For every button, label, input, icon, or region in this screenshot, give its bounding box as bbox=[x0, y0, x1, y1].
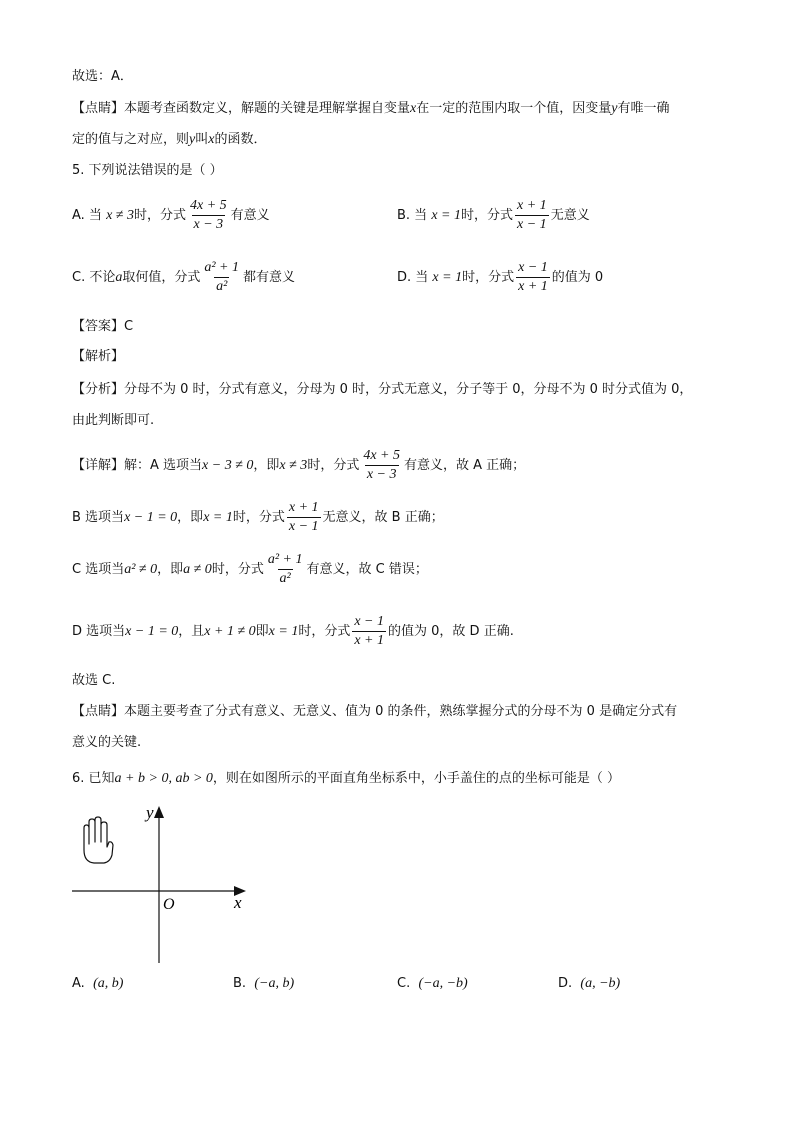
detail-d: D 选项当x − 1 = 0，且x + 1 ≠ 0即x = 1时，分式 $\frac{x - 1}{x + 1}$ 的值为 0，故 D 正确. bbox=[72, 614, 514, 648]
q5-option-c: C. 不论a取何值，分式 $\frac{\text{a² + 1}}{\text{a²}}$ 都有意义 bbox=[72, 260, 296, 294]
detail-b: B 选项当x − 1 = 0，即x = 1时，分式 $\frac{x + 1}{x - 1}$ 无意义，故 B 正确； bbox=[72, 500, 444, 534]
comment-line-1: 【点睛】本题主要考查了分式有意义、无意义、值为 0 的条件，熟练掌握分式的分母不为 0 是确定分式有 bbox=[72, 704, 678, 719]
origin-label: O bbox=[163, 896, 175, 913]
analysis-heading: 【解析】 bbox=[72, 349, 125, 364]
q6-option-b: B. (−a, b) bbox=[233, 976, 295, 991]
fraction: $\frac{x + 1}{x - 1}$ bbox=[288, 500, 319, 534]
q6-option-a: A. (a, b) bbox=[72, 976, 124, 991]
detail-c: C 选项当a² ≠ 0，即a ≠ 0时，分式 $\frac{\text{a² + 1}}{\text{a²}}$ 有意义，故 C 错误； bbox=[72, 552, 428, 586]
q5-option-b: B. 当 x = 1时，分式 $\frac{x + 1}{x - 1}$ 无意义 bbox=[397, 198, 590, 232]
fraction: $\frac{\text{a² + 1}}{\text{a²}}$ bbox=[267, 552, 303, 586]
y-axis-arrow bbox=[154, 806, 164, 818]
comment-tag: 【点睛】 bbox=[72, 101, 125, 116]
question-6-stem: 6. 已知a + b > 0, ab > 0，则在如图所示的平面直角坐标系中，小手盖住的点的坐标可能是（ ） bbox=[72, 771, 621, 786]
y-axis-label: y bbox=[146, 803, 154, 822]
fraction: $\frac{x + 1}{x - 1}$ bbox=[517, 198, 547, 232]
fraction: $\frac{x - 1}{x + 1}$ bbox=[354, 614, 385, 648]
x-axis-label: x bbox=[234, 893, 242, 912]
fraction: $\frac{x - 1}{x + 1}$ bbox=[518, 260, 548, 294]
q5-option-d: D. 当 x = 1时，分式 $\frac{x - 1}{x + 1}$ 的值为 0 bbox=[397, 260, 604, 294]
fraction: $\frac{4x + 5}{x - 3}$ bbox=[363, 448, 400, 482]
fraction: $\frac{4x + 5}{x - 3}$ bbox=[190, 198, 227, 232]
q6-option-d: D. (a, −b) bbox=[558, 976, 621, 991]
fraction: $\frac{\text{a² + 1}}{\text{a²}}$ bbox=[204, 260, 240, 294]
previous-comment-line-2: 定的值与之对应，则y叫x的函数． bbox=[72, 132, 267, 147]
hand-icon bbox=[84, 817, 113, 863]
q6-option-c: C. (−a, −b) bbox=[397, 976, 468, 991]
analysis-line-2: 由此判断即可. bbox=[72, 413, 155, 428]
analysis-line-1: 【分析】分母不为 0 时，分式有意义，分母为 0 时，分式无意义，分子等于 0，分母不为 0 时分式值为 0， bbox=[72, 382, 693, 397]
choose-line: 故选 C. bbox=[72, 673, 116, 688]
answer-line: 【答案】C bbox=[72, 319, 134, 334]
detail-a: 【详解】解：A 选项当x − 3 ≠ 0，即x ≠ 3时，分式 $\frac{4x + 5}{x - 3}$ 有意义，故 A 正确； bbox=[72, 448, 526, 482]
previous-comment-line-1: 【点睛】本题考查函数定义，解题的关键是理解掌握自变量x在一定的范围内取一个值，因变量y有唯一确 bbox=[72, 101, 670, 116]
comment-line-2: 意义的关键. bbox=[72, 735, 142, 750]
q5-option-a: A. 当 x ≠ 3时，分式 $\frac{4x + 5}{x - 3}$ 有意义 bbox=[72, 198, 270, 232]
previous-answer-line: 故选：A． bbox=[72, 69, 133, 84]
coordinate-plane-figure bbox=[66, 800, 266, 970]
question-5-stem: 5. 下列说法错误的是（ ） bbox=[72, 163, 223, 178]
